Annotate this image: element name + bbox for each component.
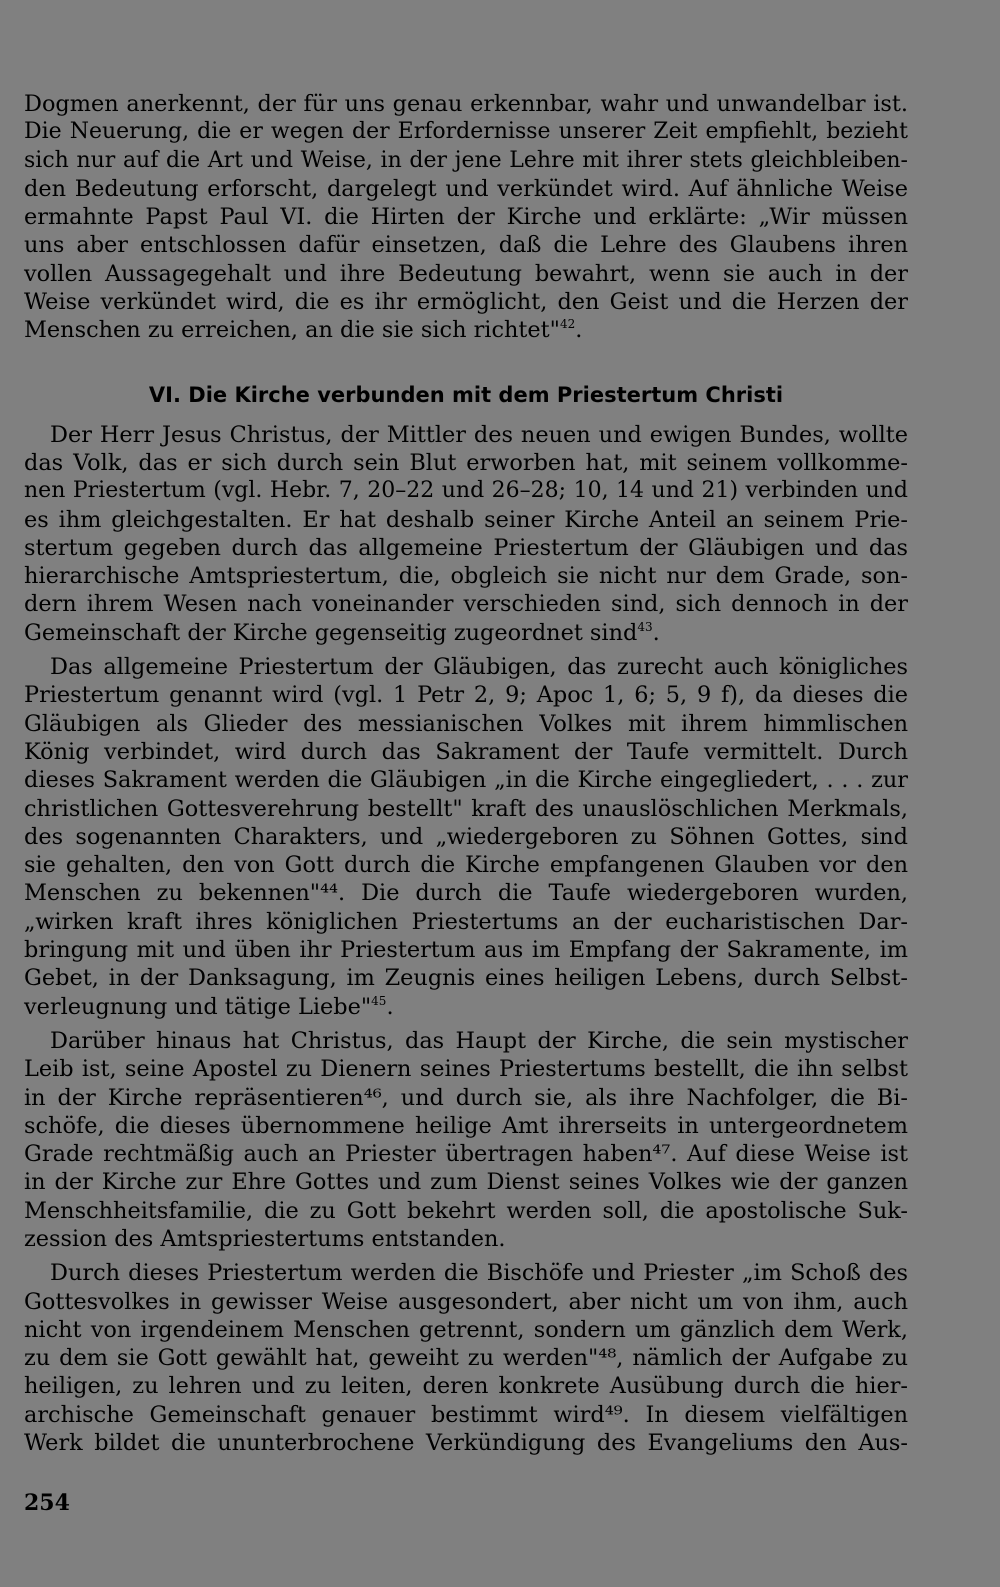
text-line: des sogenannten Charakters, und „wiedergeboren zu Söhnen Gottes, sind bbox=[24, 823, 908, 850]
text-fragment: . bbox=[575, 317, 583, 344]
paragraph-durch-dieses bbox=[24, 1259, 908, 1457]
text-line: archische Gemeinschaft genauer bestimmt wird⁴⁹. In diesem vielfältigen bbox=[24, 1401, 908, 1428]
text-line: Gebet, in der Danksagung, im Zeugnis eines heiligen Lebens, durch Selbst- bbox=[24, 965, 908, 992]
text-line: in der Kirche zur Ehre Gottes und zum Dienst seines Volkes wie der ganzen bbox=[24, 1169, 908, 1196]
text-line: christlichen Gottesverehrung bestellt" kraft des unauslöschlichen Merkmals, bbox=[24, 795, 908, 822]
text-line bbox=[24, 619, 908, 647]
footnote-ref: 45 bbox=[371, 993, 387, 1008]
text-line: es ihm gleichgestalten. Er hat deshalb seiner Kirche Anteil an seinem Prie- bbox=[24, 506, 908, 533]
paragraph-darueber-hinaus bbox=[24, 1027, 908, 1253]
text-fragment: . bbox=[652, 619, 660, 646]
text-line bbox=[24, 993, 908, 1021]
text-line: nen Priestertum (vgl. Hebr. 7, 20–22 und 26–28; 10, 14 und 21) verbinden und bbox=[24, 478, 908, 504]
text-line: das Volk, das er sich durch sein Blut erworben hat, mit seinem vollkomme- bbox=[24, 449, 908, 476]
text-line bbox=[24, 316, 908, 344]
text-line: Dogmen anerkennt, der für uns genau erkennbar, wahr und unwandelbar ist. bbox=[24, 91, 908, 117]
text-line: hierarchische Amtspriestertum, die, obgleich sie nicht nur dem Grade, son- bbox=[24, 563, 908, 590]
text-line: Gottesvolkes in gewisser Weise ausgesondert, aber nicht um von ihm, auch bbox=[24, 1288, 908, 1315]
text-line: vollen Aussagegehalt und ihre Bedeutung bewahrt, wenn sie auch in der bbox=[24, 260, 908, 287]
text-fragment: Menschen zu erreichen, an die sie sich richtet" bbox=[24, 317, 560, 344]
text-line: zession des Amtspriestertums entstanden. bbox=[24, 1225, 506, 1252]
text-line: schöfe, die dieses übernommene heilige Amt ihrerseits in untergeordnetem bbox=[24, 1112, 908, 1139]
paragraph-dogmen bbox=[24, 90, 908, 345]
text-line: bringung mit und üben ihr Priestertum aus im Empfang der Sakramente, im bbox=[24, 937, 908, 964]
text-line: Menschheitsfamilie, die zu Gott bekehrt werden soll, die apostolische Suk- bbox=[24, 1197, 908, 1224]
footnote-ref: 42 bbox=[559, 317, 576, 332]
section-heading: VI. Die Kirche verbunden mit dem Priestertum Christi bbox=[148, 382, 784, 407]
text-line: den Bedeutung erforscht, dargelegt und verkündet wird. Auf ähnliche Weise bbox=[24, 175, 908, 202]
text-fragment: . bbox=[386, 993, 394, 1020]
text-line: sie gehalten, den von Gott durch die Kirche empfangenen Glauben vor den bbox=[24, 852, 908, 879]
text-line: Grade rechtmäßig auch an Priester übertragen haben⁴⁷. Auf diese Weise ist bbox=[24, 1141, 908, 1168]
text-line: „wirken kraft ihres königlichen Priestertums an der eucharistischen Dar- bbox=[24, 908, 908, 935]
text-line: nicht von irgendeinem Menschen getrennt, sondern um gänzlich dem Werk, bbox=[24, 1316, 908, 1343]
text-line: Darüber hinaus hat Christus, das Haupt der Kirche, die sein mystischer bbox=[50, 1027, 908, 1054]
text-line: Werk bildet die ununterbrochene Verkündigung des Evangeliums den Aus- bbox=[24, 1430, 908, 1457]
text-line: zu dem sie Gott gewählt hat, geweiht zu werden"⁴⁸, nämlich der Aufgabe zu bbox=[24, 1345, 908, 1372]
text-line: uns aber entschlossen dafür einsetzen, daß die Lehre des Glaubens ihren bbox=[24, 232, 908, 259]
text-line: in der Kirche repräsentieren⁴⁶, und durch sie, als ihre Nachfolger, die Bi- bbox=[24, 1084, 908, 1111]
paragraph-allgemeine-priestertum bbox=[24, 653, 908, 1021]
text-line: heiligen, zu lehren und zu leiten, deren konkrete Ausübung durch die hier- bbox=[24, 1373, 908, 1400]
text-line: König verbindet, wird durch das Sakrament der Taufe vermittelt. Durch bbox=[24, 738, 908, 765]
text-line: Die Neuerung, die er wegen der Erfordernisse unserer Zeit empfiehlt, bezieht bbox=[24, 119, 908, 145]
text-line: Priestertum genannt wird (vgl. 1 Petr 2, 9; Apoc 1, 6; 5, 9 f), da dieses die bbox=[24, 682, 908, 709]
text-line: Leib ist, seine Apostel zu Dienern seines Priestertums bestellt, die ihn selbst bbox=[24, 1056, 908, 1083]
text-line: sich nur auf die Art und Weise, in der jene Lehre mit ihrer stets gleichbleiben- bbox=[24, 147, 908, 173]
page-number: 254 bbox=[24, 1490, 70, 1516]
text-line: Durch dieses Priestertum werden die Bischöfe und Priester „im Schoß des bbox=[50, 1260, 908, 1287]
text-line: Der Herr Jesus Christus, der Mittler des neuen und ewigen Bundes, wollte bbox=[50, 421, 908, 448]
text-fragment: Gemeinschaft der Kirche gegenseitig zugeordnet sind bbox=[24, 619, 638, 646]
paragraph-herr-jesus bbox=[24, 421, 908, 647]
text-fragment: verleugnung und tätige Liebe" bbox=[24, 993, 372, 1020]
text-line: Weise verkündet wird, die es ihr ermöglicht, den Geist und die Herzen der bbox=[24, 289, 908, 316]
footnote-ref: 43 bbox=[637, 619, 653, 634]
text-line: ermahnte Papst Paul VI. die Hirten der Kirche und erklärte: „Wir müssen bbox=[24, 204, 908, 231]
text-line: stertum gegeben durch das allgemeine Priestertum der Gläubigen und das bbox=[24, 534, 908, 561]
text-line: Menschen zu bekennen"⁴⁴. Die durch die Taufe wiedergeboren wurden, bbox=[24, 880, 908, 907]
text-line: Gläubigen als Glieder des messianischen Volkes mit ihrem himmlischen bbox=[24, 710, 908, 737]
text-line: dern ihrem Wesen nach voneinander verschieden sind, sich dennoch in der bbox=[24, 591, 908, 618]
page-body bbox=[24, 90, 908, 1463]
text-line: dieses Sakrament werden die Gläubigen „in die Kirche eingegliedert, . . . zur bbox=[24, 767, 908, 794]
text-line: Das allgemeine Priestertum der Gläubigen, das zurecht auch königliches bbox=[50, 654, 908, 681]
